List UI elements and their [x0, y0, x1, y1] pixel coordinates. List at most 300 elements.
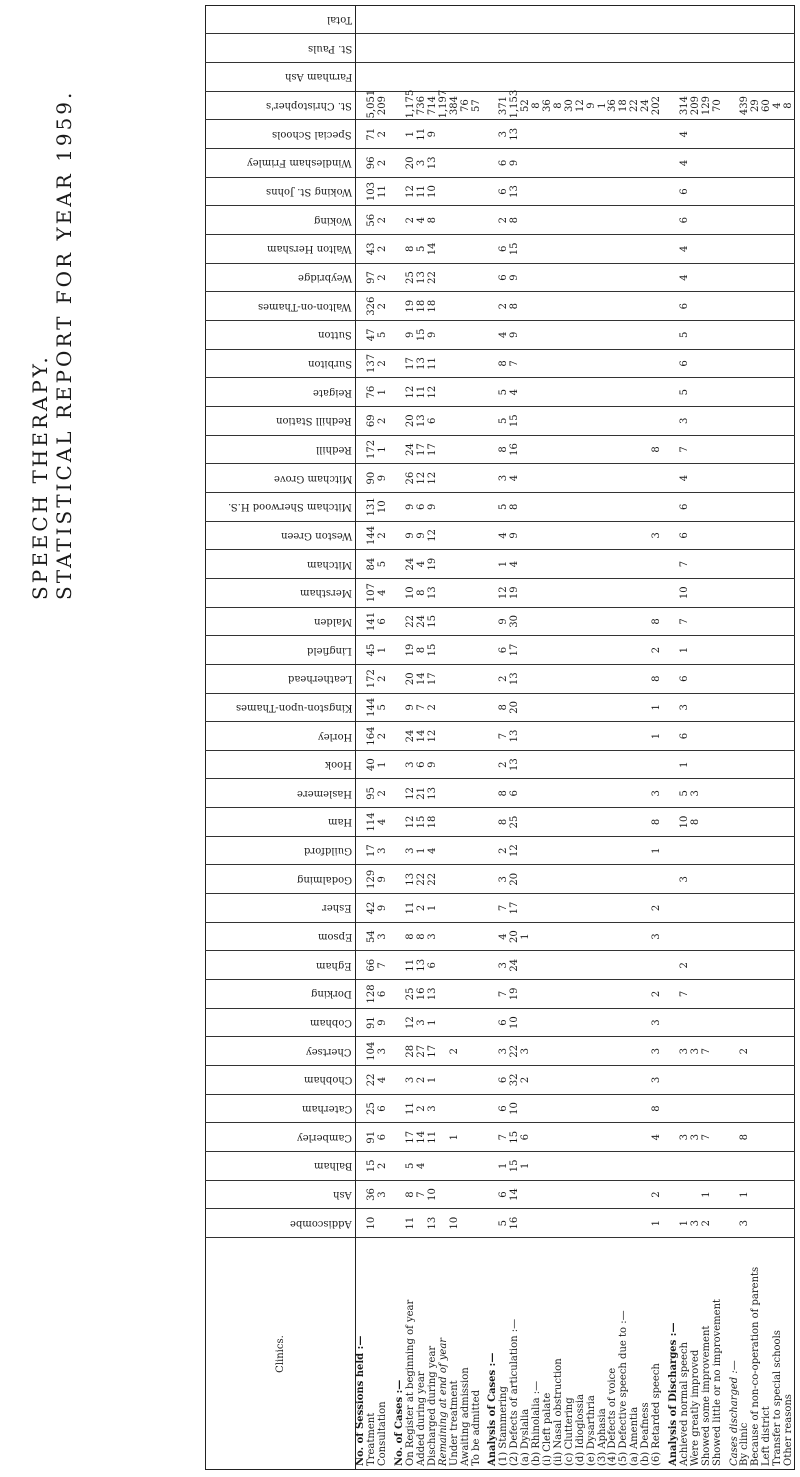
table-cell [784, 34, 795, 63]
table-row [740, 5, 751, 1470]
table-cell [460, 263, 471, 292]
table-cell [438, 63, 449, 92]
table-cell [532, 349, 543, 378]
table-cell [460, 578, 471, 607]
table-cell: 2 [740, 1037, 751, 1066]
table-cell: 12 [406, 177, 417, 206]
table-cell [597, 1123, 608, 1152]
column-header [205, 808, 356, 837]
table-cell [712, 263, 723, 292]
column-header [205, 235, 356, 264]
table-cell [701, 1094, 712, 1123]
table-cell [608, 120, 619, 149]
table-cell: 4 [427, 836, 438, 865]
table-cell: 13 [417, 951, 428, 980]
table-cell [630, 1152, 641, 1181]
table-cell: 90 [367, 464, 378, 493]
table-cell [449, 636, 460, 665]
table-cell [597, 607, 608, 636]
column-header-label: Hook [325, 759, 352, 771]
table-cell [543, 779, 554, 808]
table-cell [784, 607, 795, 636]
table-cell [762, 951, 773, 980]
table-cell [586, 1180, 597, 1209]
table-cell [521, 149, 532, 178]
table-cell: 24 [641, 91, 652, 120]
table-cell [356, 378, 367, 407]
table-cell [729, 894, 740, 923]
table-cell [669, 492, 680, 521]
table-cell: 3 [406, 836, 417, 865]
table-cell: 7 [679, 435, 690, 464]
table-cell [543, 750, 554, 779]
column-header [205, 34, 356, 63]
table-cell [438, 1094, 449, 1123]
table-cell: 12 [406, 779, 417, 808]
table-cell [762, 464, 773, 493]
row-label: Showed little or no improvement [711, 1298, 723, 1466]
table-cell [543, 1037, 554, 1066]
table-cell [773, 120, 784, 149]
table-cell: 11 [427, 349, 438, 378]
table-cell [564, 1037, 575, 1066]
table-cell [521, 894, 532, 923]
table-cell [669, 321, 680, 350]
table-cell: 4 [378, 1066, 389, 1095]
table-cell [553, 1152, 564, 1181]
table-cell: 6 [427, 951, 438, 980]
table-cell [669, 34, 680, 63]
table-cell [641, 492, 652, 521]
table-cell: 144 [367, 521, 378, 550]
table-cell [532, 894, 543, 923]
table-cell: 76 [460, 91, 471, 120]
table-cell [564, 63, 575, 92]
table-cell [641, 149, 652, 178]
table-cell [701, 34, 712, 63]
table-cell [608, 894, 619, 923]
table-cell [712, 464, 723, 493]
table-cell [460, 1209, 471, 1238]
table-cell [586, 120, 597, 149]
table-cell [395, 177, 406, 206]
table-cell [471, 378, 482, 407]
table-cell [652, 578, 663, 607]
table-cell [740, 550, 751, 579]
table-cell [417, 63, 428, 92]
table-cell [586, 722, 597, 751]
table-cell [762, 1180, 773, 1209]
table-cell [395, 693, 406, 722]
table-cell: 1 [378, 750, 389, 779]
table-cell [712, 63, 723, 92]
table-cell [784, 750, 795, 779]
table-cell [499, 5, 510, 34]
table-cell: 12 [427, 464, 438, 493]
column-header [205, 435, 356, 464]
table-cell: 15 [417, 321, 428, 350]
table-cell: 15 [367, 1152, 378, 1181]
table-cell [729, 34, 740, 63]
table-cell [564, 1180, 575, 1209]
column-header-label: Lingfield [307, 644, 352, 656]
table-cell: 6 [679, 292, 690, 321]
table-cell [449, 1180, 460, 1209]
table-cell [471, 177, 482, 206]
table-cell [532, 951, 543, 980]
table-cell [762, 1037, 773, 1066]
table-cell [773, 722, 784, 751]
table-cell: 9 [427, 120, 438, 149]
table-cell [543, 149, 554, 178]
table-cell [395, 578, 406, 607]
table-cell [543, 865, 554, 894]
table-cell [669, 1152, 680, 1181]
table-cell [751, 636, 762, 665]
table-cell [564, 292, 575, 321]
table-cell [652, 464, 663, 493]
table-cell [395, 34, 406, 63]
row-label: Showed some improvement [700, 1325, 712, 1466]
table-cell [575, 63, 586, 92]
table-cell [740, 980, 751, 1009]
table-cell [712, 177, 723, 206]
table-cell [740, 464, 751, 493]
table-cell [619, 664, 630, 693]
table-cell [784, 292, 795, 321]
table-cell [740, 349, 751, 378]
table-cell [608, 922, 619, 951]
table-cell [471, 435, 482, 464]
table-cell [449, 435, 460, 464]
table-cell [532, 435, 543, 464]
table-cell [773, 63, 784, 92]
table-cell [729, 177, 740, 206]
row-label: (6) Retarded speech [651, 1363, 663, 1466]
table-cell [356, 521, 367, 550]
table-cell: 19 [406, 636, 417, 665]
table-cell [438, 951, 449, 980]
column-header-label: Woking [314, 214, 352, 226]
table-cell [619, 693, 630, 722]
table-row [679, 5, 690, 1470]
table-cell [712, 206, 723, 235]
table-cell [564, 865, 575, 894]
table-cell [521, 464, 532, 493]
table-cell: 9 [510, 321, 521, 350]
table-cell [586, 149, 597, 178]
table-cell [773, 808, 784, 837]
table-row [532, 5, 543, 1470]
table-cell [449, 120, 460, 149]
table-cell [712, 808, 723, 837]
table-cell [773, 149, 784, 178]
table-cell [532, 120, 543, 149]
table-cell [630, 779, 641, 808]
table-cell: 6 [499, 1066, 510, 1095]
column-header-label: Dorking [311, 988, 352, 1000]
table-cell [488, 63, 499, 92]
table-cell: 172 [367, 435, 378, 464]
table-cell: 4 [679, 235, 690, 264]
table-cell [586, 464, 597, 493]
table-cell [701, 980, 712, 1009]
table-cell [773, 1008, 784, 1037]
table-cell [762, 922, 773, 951]
table-cell [575, 5, 586, 34]
table-cell: 8 [499, 693, 510, 722]
table-cell [669, 750, 680, 779]
table-cell [553, 406, 564, 435]
table-cell: 4 [417, 1152, 428, 1181]
table-cell [460, 693, 471, 722]
table-cell [488, 177, 499, 206]
table-cell [690, 636, 701, 665]
table-cell [641, 349, 652, 378]
table-cell: 10 [449, 1209, 460, 1238]
table-cell: 2 [378, 149, 389, 178]
table-cell [438, 980, 449, 1009]
table-cell [427, 63, 438, 92]
table-cell: 30 [564, 91, 575, 120]
table-cell: 60 [762, 91, 773, 120]
table-cell [488, 1152, 499, 1181]
column-header [205, 836, 356, 865]
table-cell [630, 1123, 641, 1152]
table-row [471, 5, 482, 1470]
table-cell [488, 664, 499, 693]
table-cell [575, 693, 586, 722]
table-cell: 8 [652, 435, 663, 464]
table-cell [652, 349, 663, 378]
table-cell [438, 779, 449, 808]
table-cell: 18 [417, 292, 428, 321]
table-cell [740, 521, 751, 550]
table-cell [471, 636, 482, 665]
table-cell [652, 5, 663, 34]
table-cell [630, 750, 641, 779]
row-label: Were greatly improved [689, 1349, 701, 1466]
table-cell [608, 149, 619, 178]
table-cell: 7 [499, 722, 510, 751]
table-cell [532, 177, 543, 206]
table-cell [712, 1209, 723, 1238]
table-cell [641, 63, 652, 92]
table-cell [471, 1094, 482, 1123]
table-cell: 13 [417, 406, 428, 435]
table-cell [488, 865, 499, 894]
table-cell: 3 [417, 1008, 428, 1037]
table-cell [488, 1209, 499, 1238]
column-header-label: Egham [316, 959, 352, 971]
table-cell [586, 349, 597, 378]
table-cell [751, 808, 762, 837]
table-cell [586, 779, 597, 808]
table-cell [543, 435, 554, 464]
table-cell [543, 1123, 554, 1152]
table-cell: 11 [417, 378, 428, 407]
table-cell [395, 1037, 406, 1066]
table-cell [553, 292, 564, 321]
table-cell [619, 578, 630, 607]
table-cell [669, 263, 680, 292]
table-cell [553, 636, 564, 665]
table-cell [521, 235, 532, 264]
column-header-label: Walton-on-Thames [258, 300, 352, 312]
table-cell: 1,197 [437, 89, 449, 119]
table-cell [575, 836, 586, 865]
table-cell: 29 [751, 91, 762, 120]
table-cell: 3 [378, 1180, 389, 1209]
table-cell [488, 922, 499, 951]
table-cell [395, 492, 406, 521]
table-cell [762, 292, 773, 321]
table-cell [575, 435, 586, 464]
table-cell [553, 693, 564, 722]
table-cell [438, 722, 449, 751]
table-cell [641, 922, 652, 951]
table-cell [564, 1094, 575, 1123]
table-cell [729, 693, 740, 722]
table-cell [449, 378, 460, 407]
table-cell: 2 [378, 263, 389, 292]
table-cell: 3 [690, 1037, 701, 1066]
table-cell [740, 120, 751, 149]
table-cell: 6 [378, 607, 389, 636]
table-cell: 11 [406, 951, 417, 980]
table-cell [460, 5, 471, 34]
table-cell [669, 435, 680, 464]
table-cell [597, 550, 608, 579]
table-cell [521, 521, 532, 550]
table-cell: 3 [652, 1066, 663, 1095]
table-cell [597, 206, 608, 235]
heading-line-2: STATISTICAL REPORT FOR YEAR 1959. [52, 89, 76, 600]
table-cell: 2 [417, 1066, 428, 1095]
table-cell: 4 [679, 263, 690, 292]
table-cell [356, 5, 367, 34]
table-cell [575, 378, 586, 407]
table-cell [395, 149, 406, 178]
table-cell [679, 894, 690, 923]
table-cell: 1 [597, 91, 608, 120]
table-cell [608, 951, 619, 980]
table-cell [762, 1094, 773, 1123]
table-cell [729, 1152, 740, 1181]
table-cell [690, 722, 701, 751]
table-cell [586, 1094, 597, 1123]
table-cell [729, 235, 740, 264]
table-cell: 1 [378, 435, 389, 464]
table-cell [784, 922, 795, 951]
table-cell [740, 177, 751, 206]
table-cell [690, 321, 701, 350]
table-cell [740, 894, 751, 923]
table-cell [773, 636, 784, 665]
table-cell [460, 292, 471, 321]
table-cell [608, 722, 619, 751]
table-cell [641, 722, 652, 751]
table-cell [669, 636, 680, 665]
table-cell [729, 1066, 740, 1095]
table-cell [460, 1066, 471, 1095]
table-cell [751, 894, 762, 923]
table-cell: 8 [652, 808, 663, 837]
table-cell [564, 177, 575, 206]
table-cell [488, 750, 499, 779]
table-cell [543, 492, 554, 521]
table-cell [575, 1066, 586, 1095]
table-cell [701, 235, 712, 264]
table-cell [740, 865, 751, 894]
table-cell [751, 779, 762, 808]
table-cell [608, 177, 619, 206]
table-cell [729, 808, 740, 837]
table-cell [488, 378, 499, 407]
table-cell: 76 [367, 378, 378, 407]
table-cell [543, 521, 554, 550]
column-header [205, 120, 356, 149]
table-cell [762, 980, 773, 1009]
table-cell [751, 321, 762, 350]
table-cell [608, 406, 619, 435]
table-cell [701, 464, 712, 493]
table-cell [586, 1123, 597, 1152]
table-cell [510, 5, 521, 34]
table-cell [488, 951, 499, 980]
table-cell [690, 235, 701, 264]
table-cell [597, 922, 608, 951]
table-cell: 22 [427, 263, 438, 292]
table-cell: 13 [510, 120, 521, 149]
column-header [205, 521, 356, 550]
table-cell [460, 550, 471, 579]
table-cell [729, 550, 740, 579]
table-cell: 3 [521, 1037, 532, 1066]
table-cell [751, 149, 762, 178]
table-cell: 6 [679, 177, 690, 206]
table-cell [608, 578, 619, 607]
table-cell [630, 63, 641, 92]
table-cell [356, 664, 367, 693]
table-cell [630, 34, 641, 63]
table-cell: 2 [378, 206, 389, 235]
table-cell [740, 378, 751, 407]
table-cell [586, 922, 597, 951]
column-header-label: Chertsey [306, 1045, 352, 1057]
table-cell [488, 235, 499, 264]
table-cell [564, 607, 575, 636]
table-cell [773, 578, 784, 607]
table-cell: 1 [427, 1008, 438, 1037]
table-cell [532, 922, 543, 951]
table-cell [712, 34, 723, 63]
table-cell [395, 951, 406, 980]
table-cell [619, 492, 630, 521]
table-cell: 18 [427, 808, 438, 837]
table-cell [564, 321, 575, 350]
table-cell [553, 865, 564, 894]
table-cell [532, 1066, 543, 1095]
table-cell [740, 63, 751, 92]
table-cell [395, 378, 406, 407]
table-cell: 6 [499, 177, 510, 206]
table-cell: 9 [378, 1008, 389, 1037]
table-cell [488, 292, 499, 321]
table-cell [608, 292, 619, 321]
table-cell [438, 636, 449, 665]
table-cell [690, 406, 701, 435]
